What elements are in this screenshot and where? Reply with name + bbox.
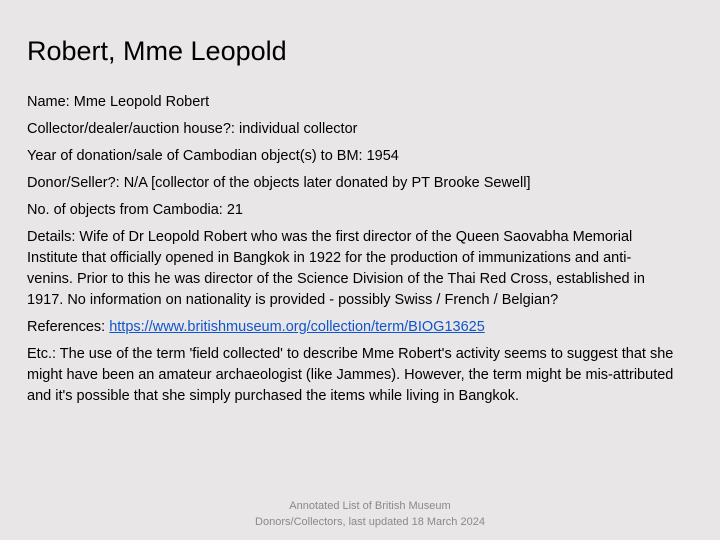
references-link[interactable]: https://www.britishmuseum.org/collection/term/BIOG13625 (109, 319, 485, 335)
collector-record (27, 92, 677, 413)
collector-type-field: Collector/dealer/auction house?: individual collector (27, 121, 358, 137)
etc-field: Etc.: The use of the term 'field collected' to describe Mme Robert's activity seems to suggest that she might have been an amateur archaeologist (like Jammes). However, the term might be mis-attributed and it's possible that she simply purchased the items while living in Bangkok. (27, 346, 674, 404)
object-count-field: No. of objects from Cambodia: 21 (27, 202, 243, 218)
donor-field: Donor/Seller?: N/A [collector of the objects later donated by PT Brooke Sewell] (27, 175, 531, 191)
details-field: Details: Wife of Dr Leopold Robert who was the first director of the Queen Saovabha Memorial Institute that officially opened in Bangkok in 1922 for the production of immunizations and anti-venins. Prior to this he was director of the Science Division of the Thai Red Cross, established in 1917. No information on nationality is provided - possibly Swiss / French / Belgian? (27, 229, 645, 308)
footer-line-1: Annotated List of British Museum (289, 500, 451, 512)
references-field (27, 317, 677, 338)
references-label: References: (27, 319, 110, 335)
year-field: Year of donation/sale of Cambodian object(s) to BM: 1954 (27, 148, 399, 164)
name-field: Name: Mme Leopold Robert (27, 94, 210, 110)
footer (0, 498, 720, 530)
page-title: Robert, Mme Leopold (27, 36, 287, 66)
footer-line-2: Donors/Collectors, last updated 18 March 2024 (255, 516, 485, 528)
